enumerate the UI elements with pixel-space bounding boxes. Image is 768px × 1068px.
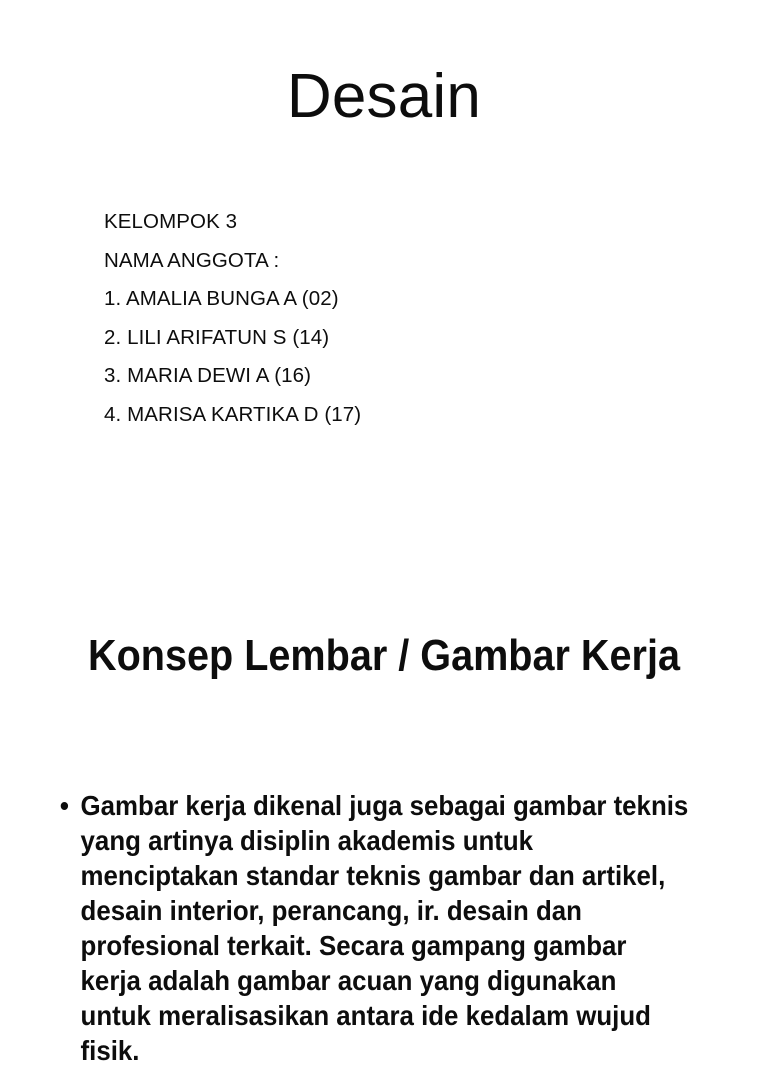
list-item: 4. MARISA KARTIKA D (17) (104, 402, 362, 426)
list-item: 2. LILI ARIFATUN S (14) (104, 325, 330, 349)
section-heading: Konsep Lembar / Gambar Kerja (87, 631, 680, 680)
body-bullet-list (58, 788, 734, 1068)
list-item: 1. AMALIA BUNGA A (02) (104, 287, 339, 310)
bullet-icon: • (59, 790, 69, 821)
page-title: Desain (286, 62, 482, 131)
list-item: 3. MARIA DEWI A (16) (104, 364, 312, 387)
group-info-block (104, 203, 664, 434)
members-label: NAMA ANGGOTA : (104, 248, 280, 272)
group-label: KELOMPOK 3 (104, 210, 238, 233)
list-item (58, 788, 693, 1068)
list-item-text: Gambar kerja dikenal juga sebagai gambar teknis yang artinya disiplin akademis untuk menciptakan standar teknis gambar dan artikel, desain interior, perancang, ir. desain dan profesional terkait. Secara gampang gambar kerja adalah gambar acuan yang digunakan untuk meralisasikan antara ide kedalam wujud fisik. (80, 790, 689, 1066)
